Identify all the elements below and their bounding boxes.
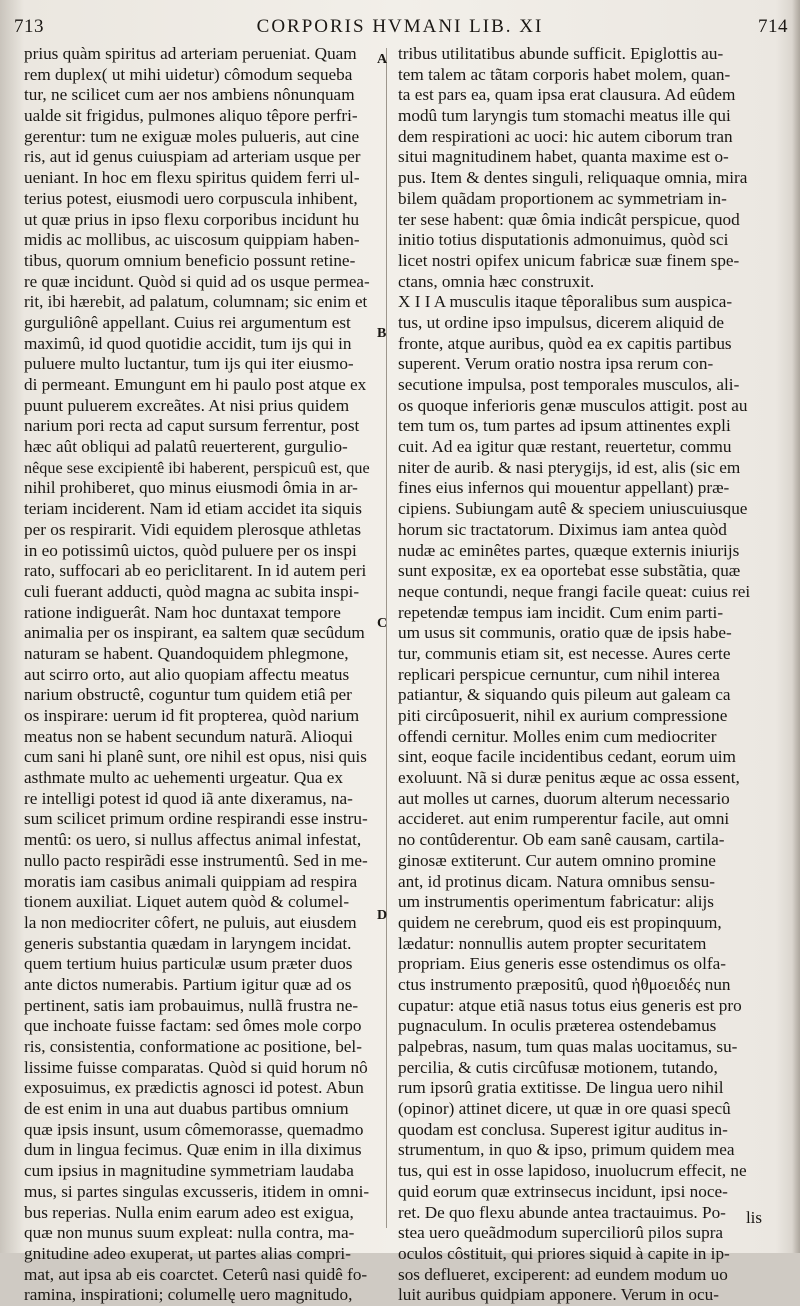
text-line: tur, communis etiam sit, est necesse. Aures certe [398,643,731,663]
text-line: bilem quãdam proportionem ac symmetriam in- [398,188,727,208]
text-line: que inchoate fuisse factam: sed ômes mole corpo [24,1016,362,1036]
text-line: gnitudine adeo exuperat, ut partes alias compri- [24,1243,351,1263]
text-line: sunt expositæ, ex ea oportebat esse substãtia, quæ [398,561,741,581]
left-text-column [24,44,370,1305]
margin-letter-b: B [377,326,387,341]
text-line: strumentum, in quo & ipso, primum quidem mea [398,1140,735,1160]
text-line: os inspirare: uerum id fit propterea, quòd narium [24,706,360,725]
text-line: fines eius infernos qui mouentur appellant) præ- [398,478,730,498]
text-line: bus reperias. Nulla enim earum adeo est exigua, [24,1202,354,1222]
text-line: dem respirationi ac uoci: hic autem ciborum tran [398,126,733,146]
text-line: rato, suffocari ab eo periclitarent. In id autem peri [24,561,367,581]
running-title: CORPORIS HVMANI LIB. XI [256,16,544,37]
text-line: tionem auxiliat. Liquet autem quòd & columel- [24,892,350,912]
text-line: nudæ ac eminêtes partes, quæque externis iniurijs [398,540,740,560]
text-line: cum sani hi planê sunt, ore nihil est opus, nisi quis [24,747,367,767]
text-line: pertinent, satis iam probauimus, nullã frustra ne- [24,995,359,1015]
text-line: aut molles ut carnes, duorum alterum necessario [398,788,730,808]
text-line: tus, ut ordine ipso impulsus, dicerem aliquid de [398,312,725,332]
text-line: sum scilicet primum ordine respirandi esse instru- [24,809,368,829]
text-line: hæc aût obliqui ad palatû reuerterent, gurgulio- [24,437,348,457]
text-line: tus, qui est in osse lapidoso, inuolucrum effecit, ne [398,1161,747,1181]
margin-letter-c: C [377,616,388,631]
right-page-number: 714 [758,16,788,37]
text-line: quidem ne cerebrum, quod eis est propinquum, [398,912,722,932]
text-line: puluere multo luctantur, tum ijs qui iter eiusmo- [24,354,354,374]
text-line: palpebras, nasum, tum quas malas uocitamus, su- [398,1037,738,1056]
text-line: secutione impulsa, post temporales musculos, ali- [398,375,740,394]
text-line: superent. Verum oratio nostra ipsa rerum con- [398,354,714,374]
text-line: re quæ incidunt. Quòd si quid ad os usque permea- [24,271,370,291]
text-line: mentû: os uero, si nullus affectus animal infestat, [24,830,362,850]
text-line: repetendæ tempus iam incidit. Cum enim parti- [398,602,724,622]
text-line: luit auribus quidpiam apponere. Verum in ocu- [398,1285,719,1305]
text-line: quid eorum quæ extrinsecus incidunt, ipsi noce- [398,1181,728,1201]
text-line: quæ ipsis insunt, usum cômemorasse, quemadmo [24,1119,364,1139]
text-line: ris, aut id genus cuiuspiam ad arteriam usque per [24,147,361,167]
text-line: ramina, inspirationi; columellę uero magnitudo, [24,1285,353,1305]
text-line: puunt puluerem excreãtes. At nisi prius quidem [24,395,350,415]
text-line: ginosæ extiterunt. Cur autem omnino promine [398,850,716,870]
text-line: lædatur: nonnullis autem propter securitatem [398,933,707,953]
catchword: lis [745,1208,762,1227]
text-line: sos deflueret, exciperent: ad eundem modum uo [398,1264,728,1284]
text-line: gurguliônê appellant. Cuius rei argumentum est [24,312,351,332]
text-line: piti circûposuerit, nihil ex aurium compressione [398,706,728,725]
text-line: re intelligi potest id quod iã ante dixeramus, na- [24,788,353,808]
text-line: pus. Item & dentes singuli, reliquaque omnia, mira [398,168,748,188]
text-line: accideret. aut enim rumperentur facile, aut omni [398,809,730,829]
text-line: nihil prohiberet, quo minus eiusmodi ômia in ar- [24,478,358,498]
text-line: midis ac mollibus, ac uiscosum quippiam haben- [24,230,360,250]
text-line: moratis iam casibus animali quippiam ad respira [24,871,358,891]
text-line: propriam. Eius generis esse ostendimus os olfa- [398,954,726,974]
text-line: nêque sese excipientê ibi haberent, perspicuû est, que [24,458,370,477]
text-line: modû tum laryngis tum stomachi meatus ille qui [398,106,731,126]
text-line: lissime fuisse comparatas. Quòd si quid horum nô [24,1057,368,1077]
text-line: cipiens. Subiungam autê & speciem uniuscuiusque [398,499,748,519]
text-line: gerentur: tum ne exiguæ moles pulueris, aut cine [24,126,360,146]
text-line: rit, ibi hærebit, ad palatum, columnam; sic enim et [24,292,368,312]
text-line: niter de aurib. & nasi pterygijs, id est, alis (sic em [398,457,741,477]
text-line: licet nostri opifex unicum fabricæ suæ finem spe- [398,250,740,270]
text-line: di permeant. Emungunt em hi paulo post atque ex [24,375,367,394]
text-line: dum in lingua fecimus. Quæ enim in illa diximus [24,1140,362,1160]
text-line: nullo pacto respirãdi esse instrumentû. Sed in me- [24,850,368,870]
text-line: culi fuerant adducti, quòd magna ac subita inspi- [24,581,360,601]
text-line: sint, eoque facile incidentibus cedant, eorum uim [398,747,736,767]
text-line: ant, id protinus dicam. Natura omnibus sensu- [398,871,715,891]
text-line: rem duplex( ut mihi uidetur) cômodum sequeba [24,64,353,84]
margin-letter-d: D [377,908,388,923]
text-line: quæ non munus suum expleat: nulla contra, ma- [24,1223,355,1243]
text-line: neque contundi, neque frangi facile queat: cuius rei [398,581,751,601]
text-line: offendi cernitur. Molles enim cum mediocriter [398,726,717,746]
text-line: situi magnitudinem habet, quanta maxime est o- [398,147,729,167]
text-line: generis substantia quædam in laryngem incidat. [24,933,352,953]
text-line: teriam inciderent. Nam id etiam accidet ita siquis [24,499,362,519]
left-page-number: 713 [14,16,44,37]
text-line: in eo potissimû uictos, quòd puluere per os inspi [24,540,357,560]
text-line: exposuimus, ex prædictis agnosci id potest. Abun [24,1078,364,1098]
text-line: oculos côstituit, qui priores siquid à capite in ip- [398,1243,730,1263]
page-edge-shadow [792,0,800,1253]
column-divider [386,48,387,1228]
text-line: initio totius disputationis admonuimus, quòd sci [398,230,729,250]
text-line: mat, aut ipsa ab eis coarctet. Ceterû nasi quidê fo- [24,1264,368,1284]
text-line: ueniant. In hoc em flexu spiritus quidem ferri ul- [24,168,360,188]
text-line: X I I A musculis itaque têporalibus sum auspica- [398,292,733,312]
text-line: rum ipsorû gratia extitisse. De lingua uero nihil [398,1078,724,1098]
page-header [0,16,800,42]
text-line: pugnaculum. In oculis præterea ostendebamus [398,1016,717,1036]
text-line: narium pori recta ad caput sursum ferrentur, post [24,416,360,436]
text-line: ante dictos numerabis. Partium igitur quæ ad os [24,974,352,994]
text-line: quodam est conclusa. Superest igitur auditus in- [398,1119,728,1139]
text-line: naturam se habent. Quandoquidem phlegmone, [24,643,349,663]
text-line: um instrumentis operimentum fabricatur: alijs [398,892,714,912]
text-line: per os respirarit. Vidi equidem plerosque athletas [24,519,362,539]
text-line: ualde sit frigidus, pulmones aliquo têpore perfri- [24,106,358,126]
text-line: ter sese habent: quæ ômia indicât perspicue, quod [398,209,740,229]
text-line: tibus, quorum omnium beneficio possunt retine- [24,250,356,270]
text-line: exoluunt. Nã si duræ penitus æque ac ossa essent, [398,768,740,788]
text-line: la non mediocriter côfert, ne puluis, aut eiusdem [24,912,357,932]
text-line: terius potest, eiusmodi uero corpuscula inhibent, [24,188,358,208]
text-line: um usus sit communis, oratio quæ de ipsis habe- [398,623,732,643]
text-line: cupatur: atque etiã nasus totus eius generis est pro [398,995,742,1015]
text-line: no contûderentur. Ob eam sanê causam, cartila- [398,830,725,850]
text-line: quem tertium huius particulæ usum præter duos [24,954,353,974]
margin-letter-a: A [377,52,388,67]
text-line: tem tum os, tum partes ad ipsum attinentes expli [398,416,731,436]
text-line: replicari perspicue cernuntur, cum nihil interea [398,664,720,684]
text-line: ut quæ prius in ipso flexu corporibus incidunt hu [24,209,360,229]
text-line: cuit. Ad ea igitur quæ restant, reuertetur, commu [398,437,732,457]
text-line: ratione indiguerât. Nam hoc duntaxat tempore [24,602,341,622]
text-line: de est enim in una aut duabus partibus omnium [24,1099,349,1119]
text-line: ris, consistentia, conformatione ac positione, bel- [24,1037,362,1056]
text-line: stea uero queãdmodum superciliorû pilos supra [398,1223,724,1243]
text-line: meatus non se habent secundum naturã. Alioqui [24,726,353,746]
text-line: horum sic tractatorum. Diximus iam antea quòd [398,519,727,539]
text-line: tem talem ac tãtam corporis habet molem, quan- [398,64,731,84]
text-line: ctans, omnia hæc construxit. [398,271,595,291]
text-line: maximû, id quod quotidie accidit, tum ijs qui in [24,333,352,353]
text-line: tur, ne scilicet cum aer nos ambiens nônunquam [24,85,355,105]
text-line: animalia per os inspirant, ea saltem quæ secûdum [24,623,365,643]
text-line: aut scirro orto, aut alio quopiam affectu meatus [24,664,350,684]
text-line: ctus instrumento præpositû, quod ἠθμοειδές nun [398,974,731,994]
text-line: tribus utilitatibus abunde sufficit. Epiglottis au- [398,44,724,63]
text-line: prius quàm spiritus ad arteriam perueniat. Quam [24,44,357,63]
text-line: ret. De quo flexu abunde antea tractauimus. Po- [398,1202,726,1222]
text-line: narium obstructê, coguntur tum quidem etiâ per [24,685,352,705]
text-line: fronte, atque auribus, quòd ea ex capitis partibus [398,333,732,353]
text-line: (opinor) attinet dicere, ut quæ in ore quasi specû [398,1099,731,1119]
text-line: cum ipsius in magnitudine symmetriam laudaba [24,1161,354,1181]
text-line: percilia, & cutis circûfusæ motionem, tutando, [398,1057,718,1077]
text-line: mus, si partes singulas excusseris, itidem in omni- [24,1181,370,1201]
text-line: patiantur, & siquando quis pileum aut galeam ca [398,685,731,705]
right-text-column [398,44,770,1305]
text-line: asthmate multo ac uehementi urgeatur. Qua ex [24,768,343,788]
text-line: os quoque inferioris genæ musculos attigit. post au [398,395,748,415]
text-line: ta est pars ea, quam ipsa erat clausura. Ad eûdem [398,85,736,105]
